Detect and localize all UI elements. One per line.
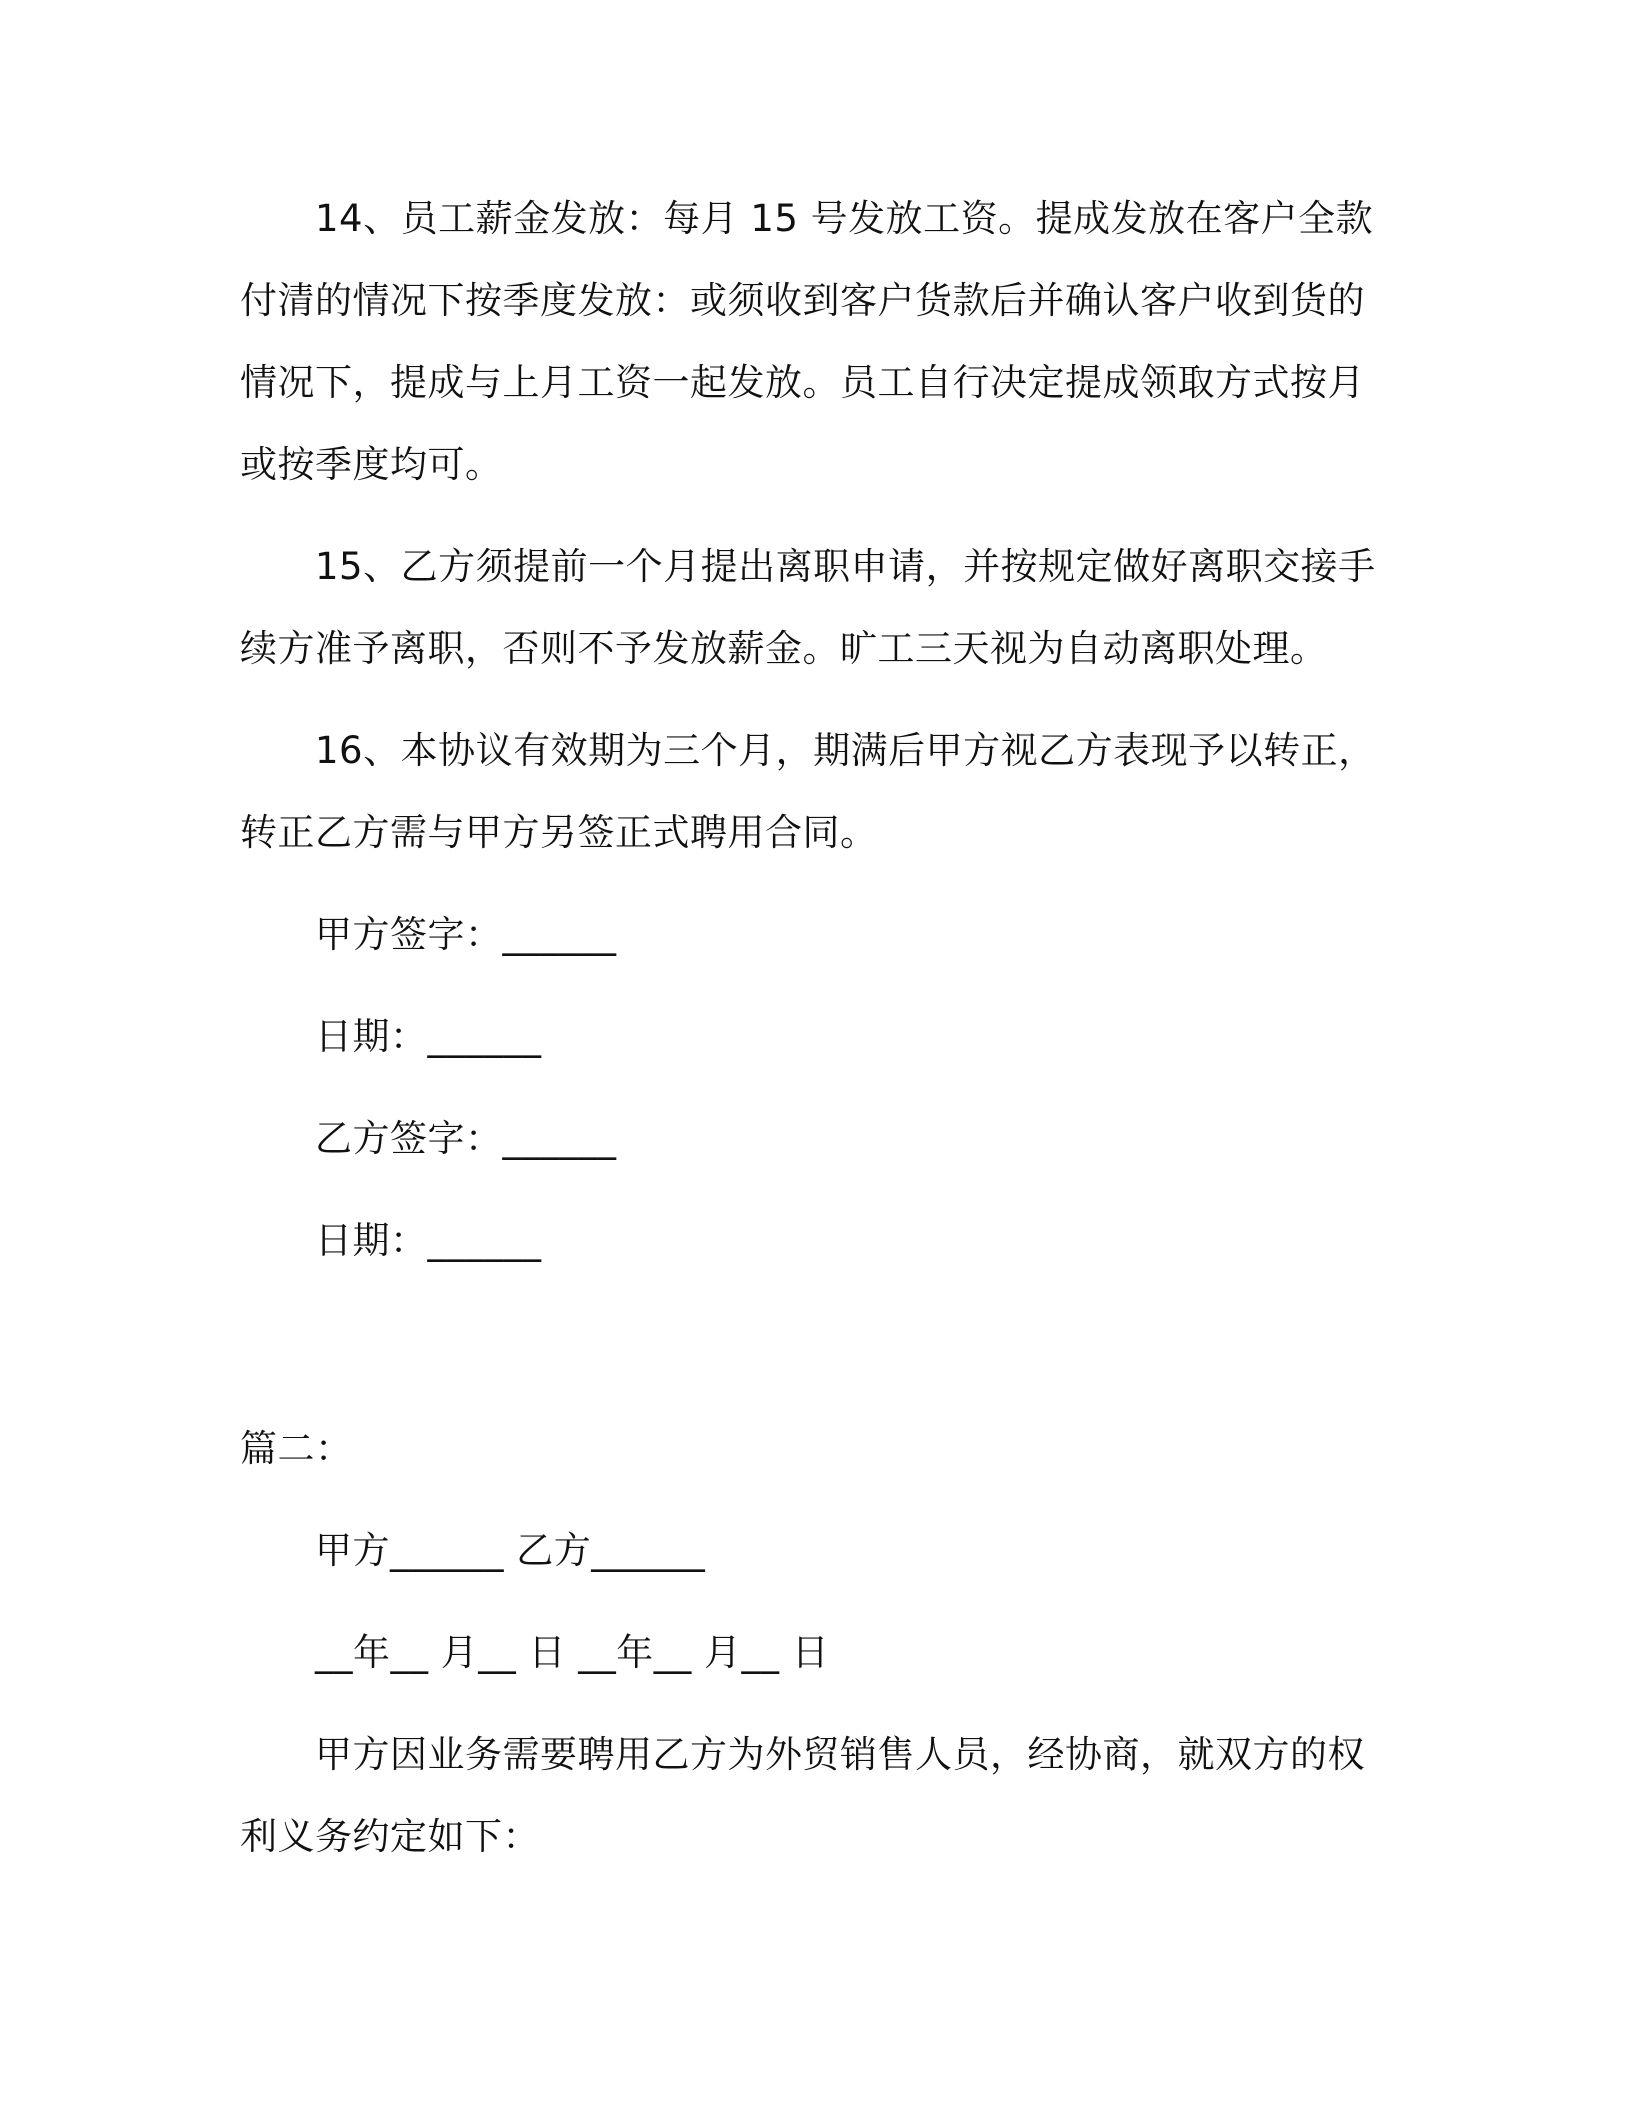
intro-paragraph: 甲方因业务需要聘用乙方为外贸销售人员，经协商，就双方的权利义务约定如下： (240, 1733, 1365, 1858)
section-heading: 篇二： (240, 1427, 353, 1470)
parties-line: 甲方______ 乙方______ (315, 1529, 706, 1572)
party-b-signature-line: 乙方签字：______ (315, 1117, 617, 1160)
dates-line: __年__ 月__ 日 __年__ 月__ 日 (315, 1631, 830, 1674)
clause-14: 14、员工薪金发放：每月 15 号发放工资。提成发放在客户全款付清的情况下按季度发放：或须收到客户货款后并确认客户收到货的情况下，提成与上月工资一起发放。员工自行决定提成领取方式按月或按季度均可。 (240, 197, 1374, 486)
party-a-signature-line: 甲方签字：______ (315, 913, 617, 956)
party-b-date-line: 日期：______ (315, 1219, 542, 1262)
clause-15: 15、乙方须提前一个月提出离职申请，并按规定做好离职交接手续方准予离职，否则不予发放薪金。旷工三天视为自动离职处理。 (240, 545, 1376, 670)
document-body (240, 178, 1390, 1878)
party-a-date-line: 日期：______ (315, 1015, 542, 1058)
clause-16: 16、本协议有效期为三个月，期满后甲方视乙方表现予以转正，转正乙方需与甲方另签正式聘用合同。 (240, 729, 1376, 854)
